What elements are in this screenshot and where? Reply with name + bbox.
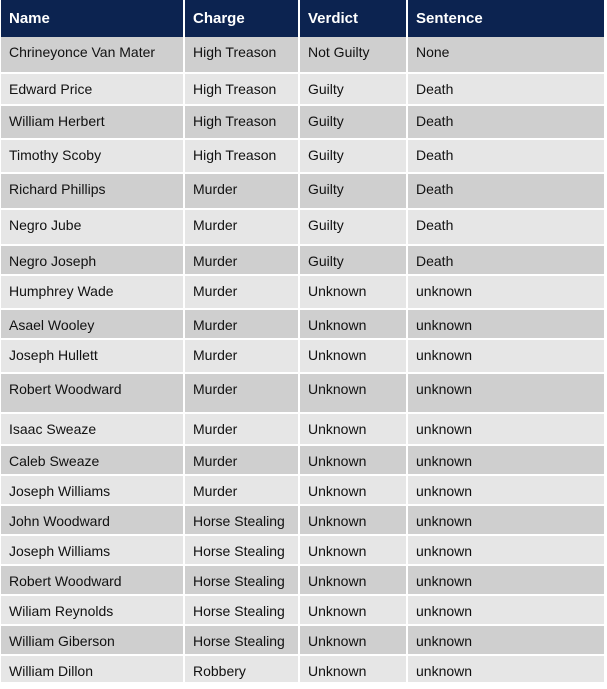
cell-sentence: unknown (407, 625, 604, 655)
header-row (1, 0, 604, 37)
cell-name: William Dillon (1, 655, 184, 683)
table-row (1, 37, 604, 73)
table-row (1, 245, 604, 275)
table-row (1, 475, 604, 505)
cell-name: Joseph Williams (1, 475, 184, 505)
cell-name: Negro Joseph (1, 245, 184, 275)
cell-charge: Murder (184, 309, 299, 339)
cell-sentence: Death (407, 173, 604, 209)
table-body (1, 37, 604, 683)
cell-verdict: Unknown (299, 445, 407, 475)
cell-verdict: Guilty (299, 173, 407, 209)
cell-sentence: unknown (407, 475, 604, 505)
cell-verdict: Guilty (299, 105, 407, 139)
cell-verdict: Unknown (299, 339, 407, 373)
cell-sentence: unknown (407, 445, 604, 475)
cell-sentence: unknown (407, 535, 604, 565)
cell-verdict: Guilty (299, 73, 407, 105)
table-row (1, 505, 604, 535)
cell-charge: High Treason (184, 37, 299, 73)
cell-charge: Murder (184, 173, 299, 209)
cell-name: Edward Price (1, 73, 184, 105)
cell-sentence: unknown (407, 309, 604, 339)
cell-verdict: Unknown (299, 475, 407, 505)
cell-name: Robert Woodward (1, 373, 184, 413)
table-row (1, 275, 604, 309)
header-name: Name (1, 0, 184, 37)
cell-name: Caleb Sweaze (1, 445, 184, 475)
cell-charge: Murder (184, 445, 299, 475)
cell-sentence: Death (407, 73, 604, 105)
cell-sentence: Death (407, 209, 604, 245)
table-row (1, 445, 604, 475)
table-row (1, 339, 604, 373)
cell-verdict: Unknown (299, 505, 407, 535)
table-row (1, 373, 604, 413)
cell-verdict: Unknown (299, 535, 407, 565)
cell-charge: High Treason (184, 73, 299, 105)
cell-verdict: Unknown (299, 655, 407, 683)
table-row (1, 209, 604, 245)
cell-name: Chrineyonce Van Mater (1, 37, 184, 73)
table-row (1, 309, 604, 339)
cell-sentence: Death (407, 245, 604, 275)
cell-sentence: unknown (407, 339, 604, 373)
table-row (1, 173, 604, 209)
cell-verdict: Unknown (299, 275, 407, 309)
table-row (1, 105, 604, 139)
cell-charge: High Treason (184, 105, 299, 139)
cell-verdict: Not Guilty (299, 37, 407, 73)
cell-charge: Murder (184, 373, 299, 413)
table-row (1, 565, 604, 595)
cell-verdict: Unknown (299, 413, 407, 445)
cell-charge: High Treason (184, 139, 299, 173)
table-row (1, 655, 604, 683)
cell-verdict: Guilty (299, 209, 407, 245)
cell-name: John Woodward (1, 505, 184, 535)
table-row (1, 535, 604, 565)
cell-name: William Herbert (1, 105, 184, 139)
table-header (1, 0, 604, 37)
cell-charge: Murder (184, 339, 299, 373)
cell-name: Timothy Scoby (1, 139, 184, 173)
table-row (1, 139, 604, 173)
cell-verdict: Unknown (299, 595, 407, 625)
cell-verdict: Unknown (299, 373, 407, 413)
cell-verdict: Guilty (299, 245, 407, 275)
records-table (1, 0, 604, 684)
table-row (1, 595, 604, 625)
cell-verdict: Unknown (299, 625, 407, 655)
header-verdict: Verdict (299, 0, 407, 37)
cell-charge: Horse Stealing (184, 535, 299, 565)
cell-name: Humphrey Wade (1, 275, 184, 309)
cell-name: Joseph Hullett (1, 339, 184, 373)
cell-charge: Horse Stealing (184, 565, 299, 595)
cell-charge: Murder (184, 475, 299, 505)
cell-name: Joseph Williams (1, 535, 184, 565)
table-row (1, 413, 604, 445)
cell-name: Robert Woodward (1, 565, 184, 595)
cell-charge: Murder (184, 413, 299, 445)
cell-charge: Murder (184, 209, 299, 245)
cell-verdict: Unknown (299, 565, 407, 595)
cell-verdict: Guilty (299, 139, 407, 173)
cell-sentence: Death (407, 139, 604, 173)
cell-charge: Robbery (184, 655, 299, 683)
cell-charge: Murder (184, 245, 299, 275)
table-row (1, 625, 604, 655)
cell-sentence: unknown (407, 595, 604, 625)
cell-sentence: unknown (407, 505, 604, 535)
cell-charge: Horse Stealing (184, 625, 299, 655)
cell-name: Asael Wooley (1, 309, 184, 339)
cell-verdict: Unknown (299, 309, 407, 339)
cell-sentence: unknown (407, 373, 604, 413)
cell-name: Negro Jube (1, 209, 184, 245)
table-row (1, 73, 604, 105)
cell-charge: Horse Stealing (184, 505, 299, 535)
header-charge: Charge (184, 0, 299, 37)
cell-name: William Giberson (1, 625, 184, 655)
cell-sentence: unknown (407, 655, 604, 683)
cell-sentence: None (407, 37, 604, 73)
cell-charge: Horse Stealing (184, 595, 299, 625)
cell-sentence: unknown (407, 565, 604, 595)
cell-sentence: unknown (407, 413, 604, 445)
cell-charge: Murder (184, 275, 299, 309)
header-sentence: Sentence (407, 0, 604, 37)
cell-name: Isaac Sweaze (1, 413, 184, 445)
cell-name: Richard Phillips (1, 173, 184, 209)
cell-sentence: Death (407, 105, 604, 139)
cell-name: Wiliam Reynolds (1, 595, 184, 625)
cell-sentence: unknown (407, 275, 604, 309)
